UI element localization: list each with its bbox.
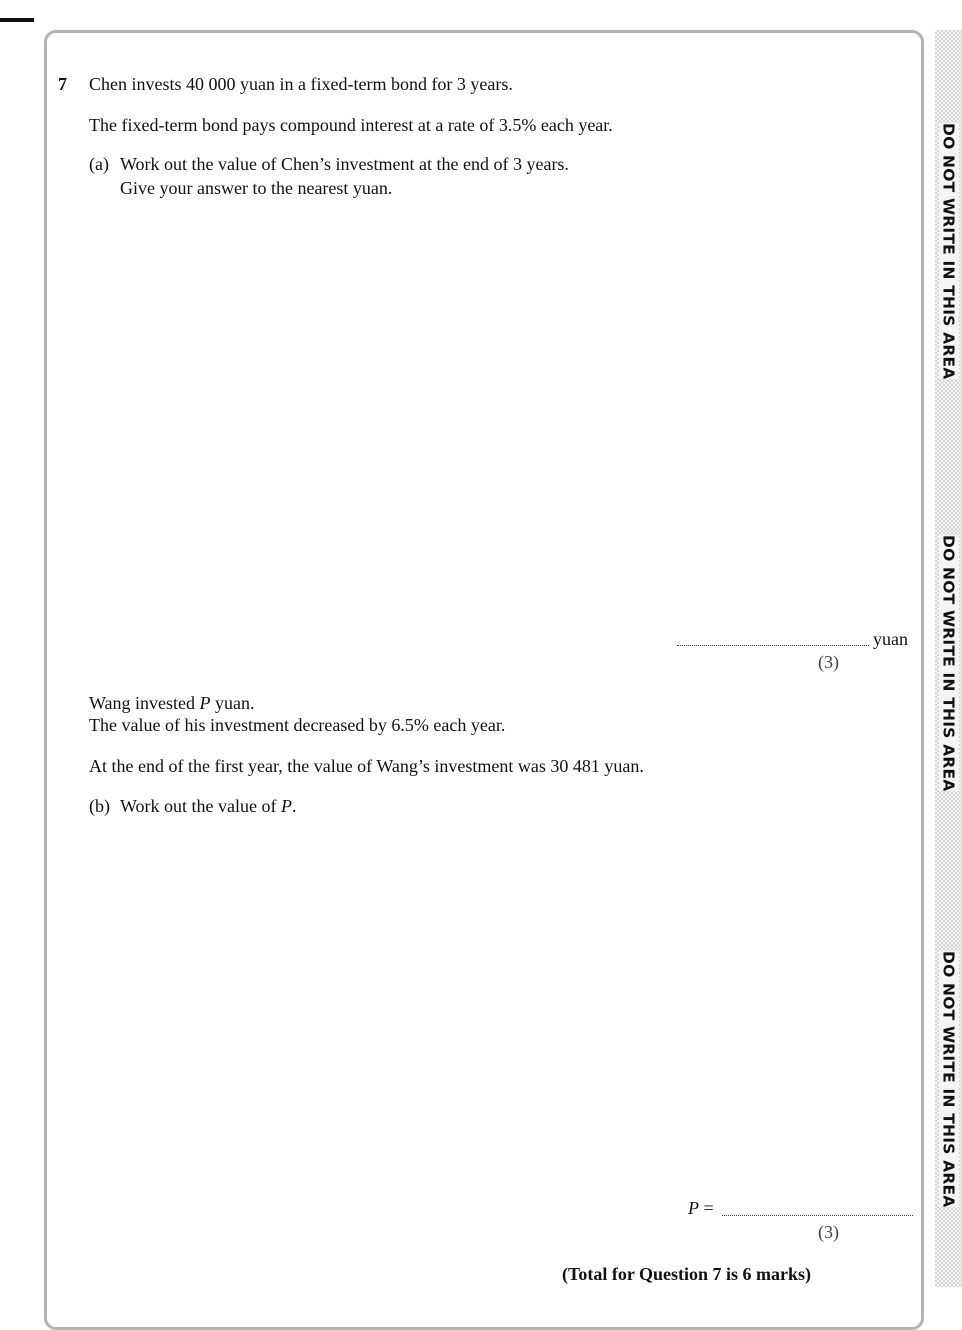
part-a-answer-unit: yuan bbox=[873, 629, 908, 649]
part-a-answer-line[interactable] bbox=[677, 645, 869, 646]
part-a-label: (a) bbox=[89, 154, 109, 174]
part-a-marks: (3) bbox=[818, 652, 839, 672]
wang-invested: Wang invested P yuan. bbox=[89, 693, 255, 713]
part-b-label: (b) bbox=[89, 796, 110, 816]
question-intro-rate: The fixed-term bond pays compound interest at a rate of 3.5% each year. bbox=[89, 115, 613, 135]
do-not-write-text: DO NOT WRITE IN THIS AREA bbox=[939, 950, 958, 1208]
question-intro: Chen invests 40 000 yuan in a fixed-term bond for 3 years. bbox=[89, 74, 513, 94]
wang-first-year: At the end of the first year, the value of Wang’s investment was 30 481 yuan. bbox=[89, 756, 644, 776]
question-number: 7 bbox=[58, 74, 67, 94]
part-b-instruction: Work out the value of P. bbox=[120, 796, 297, 816]
part-b-answer-prefix: P = bbox=[688, 1198, 714, 1218]
do-not-write-label bbox=[935, 950, 962, 1208]
part-b-answer-line[interactable] bbox=[722, 1215, 913, 1216]
do-not-write-label bbox=[935, 122, 962, 380]
page-frame bbox=[44, 30, 924, 1330]
part-a-instruction: Work out the value of Chen’s investment at the end of 3 years. bbox=[120, 154, 569, 174]
wang-decrease: The value of his investment decreased by 6.5% each year. bbox=[89, 715, 506, 735]
do-not-write-label bbox=[935, 534, 962, 792]
total-marks: (Total for Question 7 is 6 marks) bbox=[562, 1264, 812, 1284]
part-a-rounding-note: Give your answer to the nearest yuan. bbox=[120, 178, 393, 198]
do-not-write-text: DO NOT WRITE IN THIS AREA bbox=[939, 534, 958, 792]
do-not-write-text: DO NOT WRITE IN THIS AREA bbox=[939, 122, 958, 380]
part-b-marks: (3) bbox=[818, 1222, 839, 1242]
corner-mark bbox=[0, 18, 34, 22]
